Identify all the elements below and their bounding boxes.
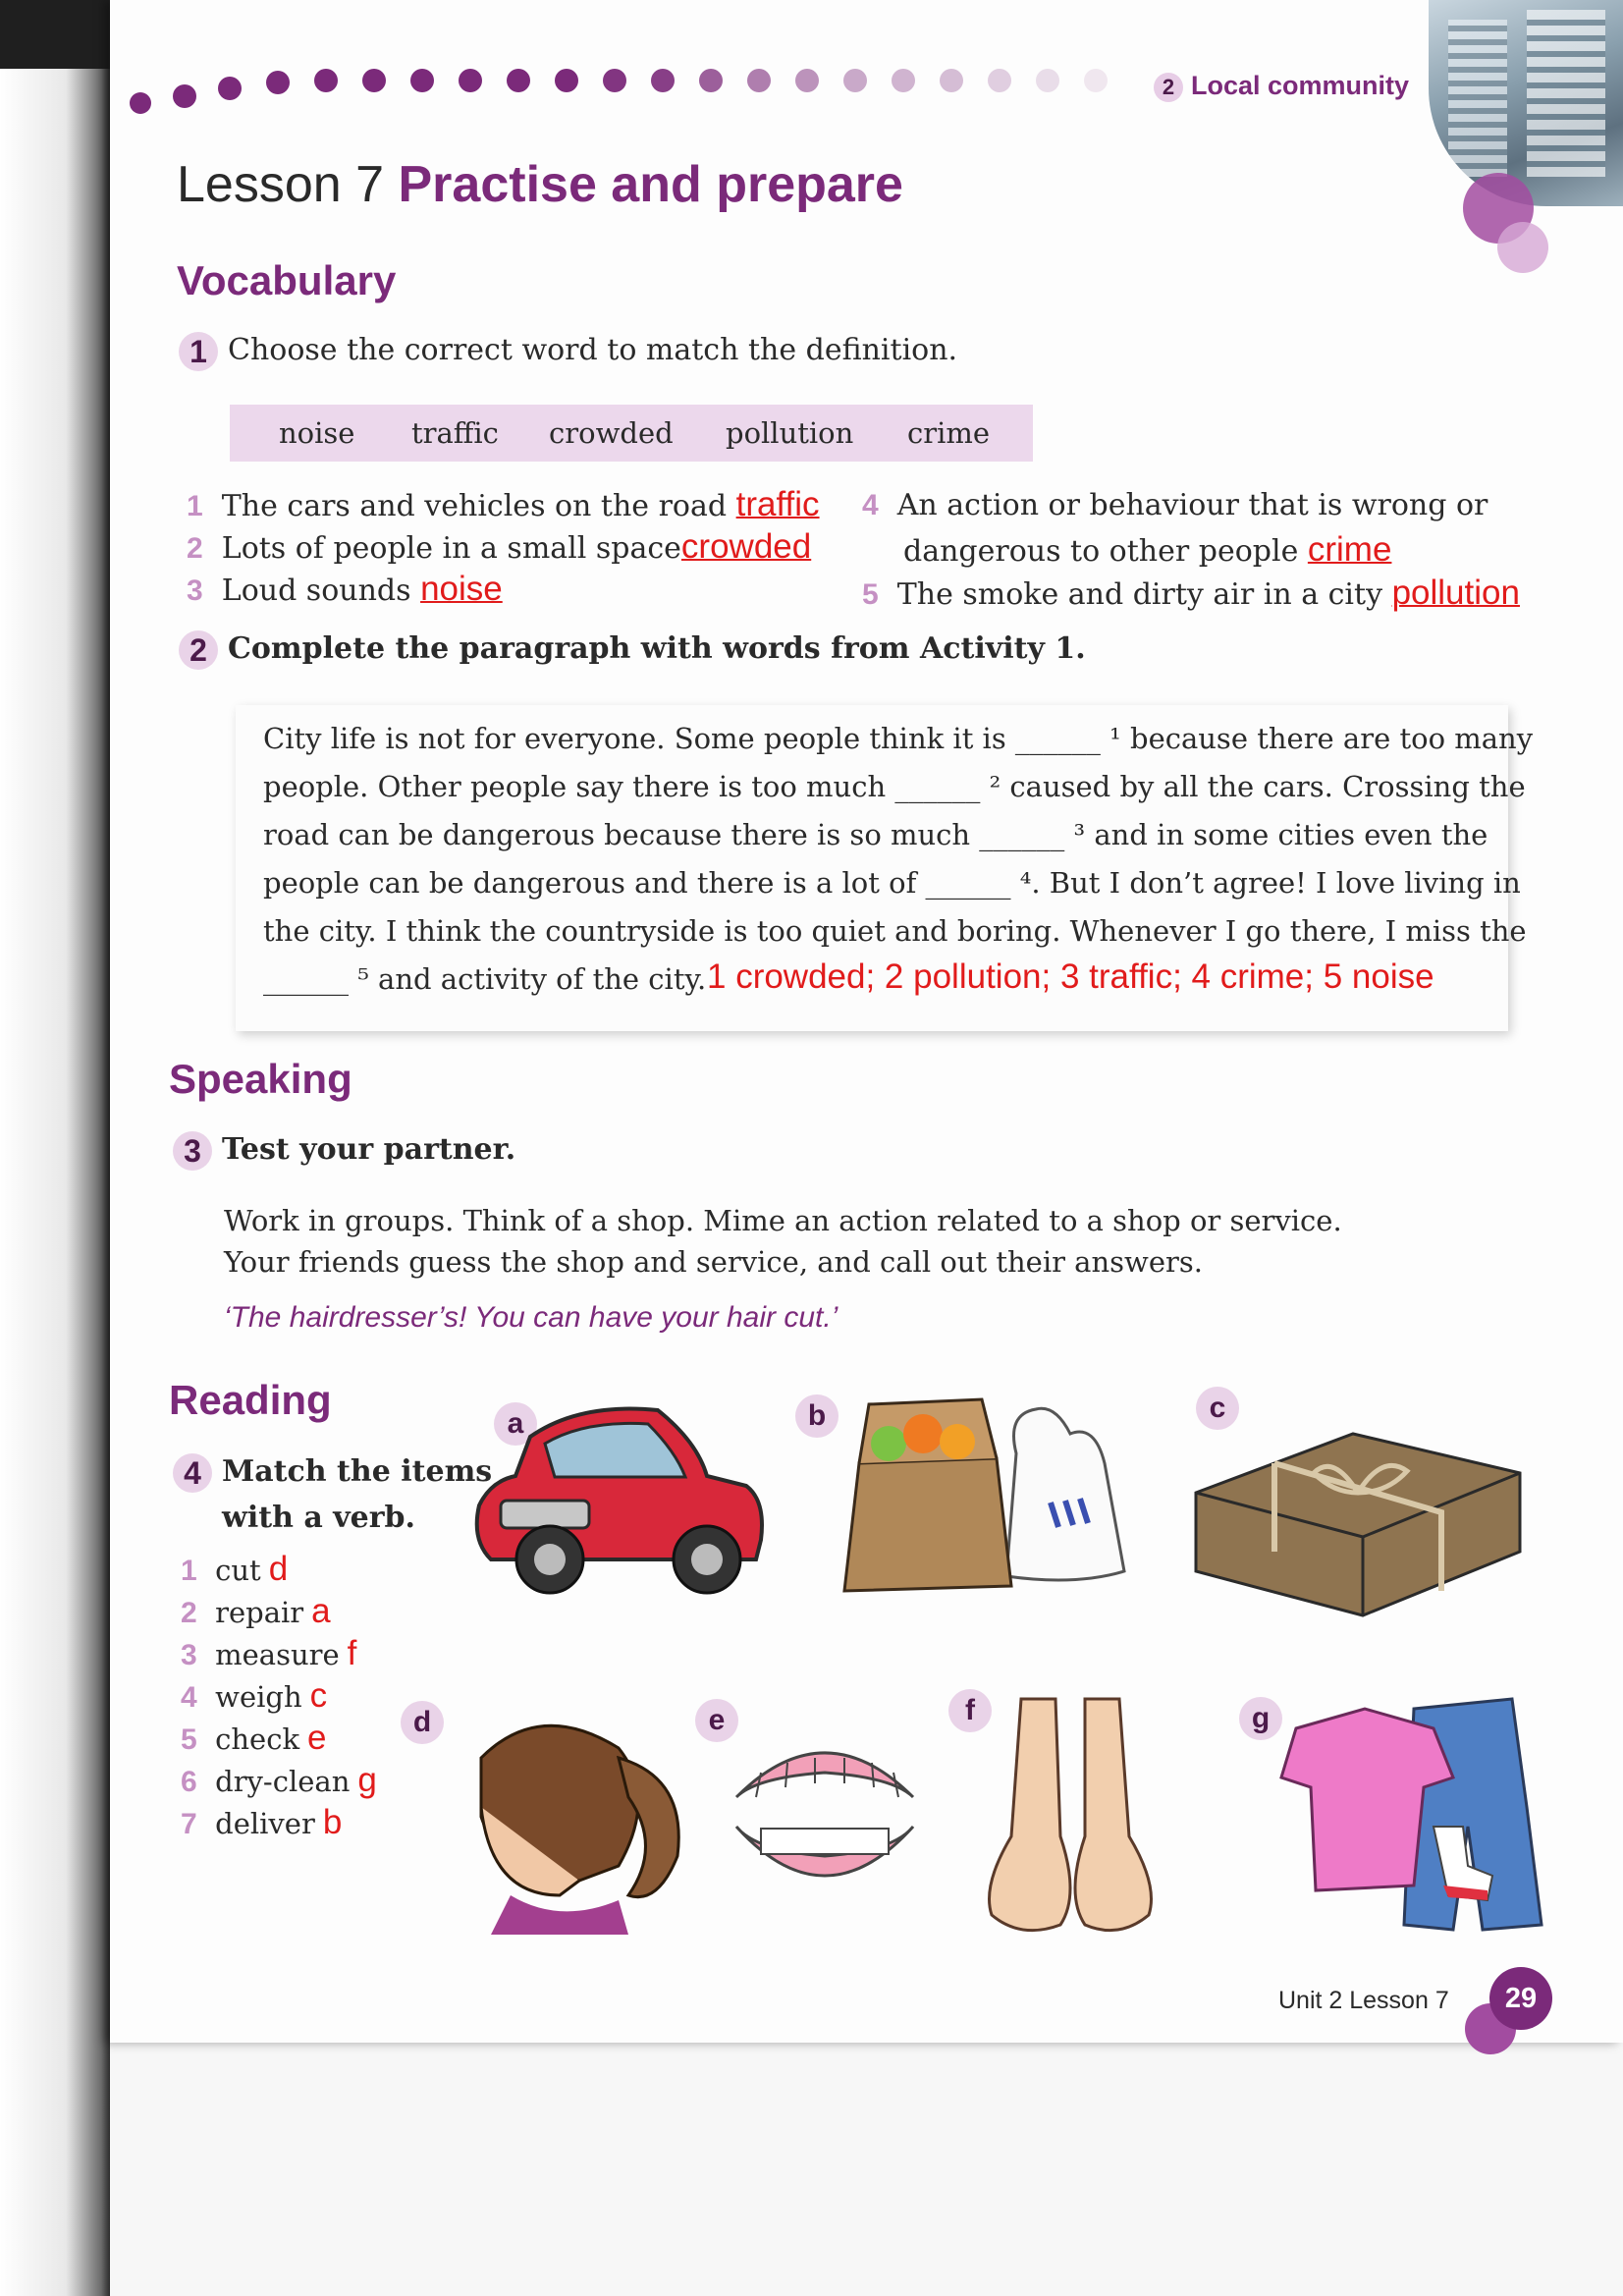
reading-heading: Reading bbox=[169, 1377, 332, 1423]
activity-2-instruction: 2 Complete the paragraph with words from Activity 1. bbox=[179, 630, 1086, 670]
question-item: 5 The smoke and dirty air in a city pollution bbox=[862, 574, 1520, 612]
book-spine bbox=[0, 0, 110, 2296]
shopping-bags-picture bbox=[830, 1375, 1154, 1601]
unit-badge: 2 Local community bbox=[1154, 71, 1409, 102]
verb-item: 5 check e bbox=[181, 1719, 327, 1757]
speaking-text: Work in groups. Think of a shop. Mime an action related to a shop or service. bbox=[224, 1204, 1342, 1237]
teeth-picture bbox=[717, 1719, 933, 1915]
word: pollution bbox=[726, 416, 854, 450]
speaking-example: ‘The hairdresser’s! You can have your hair cut.’ bbox=[224, 1301, 839, 1334]
hair-picture bbox=[422, 1699, 697, 1935]
activity-3-instruction: 3 Test your partner. bbox=[173, 1131, 515, 1171]
paragraph-line: City life is not for everyone. Some people think it is ______ ¹ because there are too many bbox=[263, 722, 1534, 755]
parcel-picture bbox=[1186, 1394, 1530, 1620]
activity-1-instruction: 1 Choose the correct word to match the definition. bbox=[179, 332, 957, 371]
picture-label-d: d bbox=[401, 1701, 444, 1744]
car-picture bbox=[461, 1383, 776, 1609]
activity-4-instruction: 4 Match the items bbox=[173, 1453, 492, 1493]
mall-photo bbox=[1429, 0, 1623, 206]
speaking-text: Your friends guess the shop and service, and call out their answers. bbox=[224, 1245, 1203, 1279]
word: traffic bbox=[411, 416, 499, 450]
picture-label-a: a bbox=[494, 1402, 537, 1446]
paragraph-line: people. Other people say there is too much ______ ² caused by all the cars. Crossing the bbox=[263, 770, 1526, 803]
progress-dots bbox=[130, 59, 1151, 108]
speaking-heading: Speaking bbox=[169, 1056, 352, 1102]
question-item: 3 Loud sounds noise bbox=[187, 570, 503, 608]
paragraph-line: ______ ⁵ and activity of the city. bbox=[263, 962, 707, 996]
decor-circle bbox=[1497, 222, 1548, 273]
question-item-continued: dangerous to other people crime bbox=[903, 530, 1392, 569]
word-box bbox=[230, 405, 1033, 462]
vocabulary-heading: Vocabulary bbox=[177, 257, 397, 303]
feet-picture bbox=[962, 1689, 1178, 1944]
picture-label-e: e bbox=[695, 1699, 738, 1742]
question-item: 1 The cars and vehicles on the road traffic bbox=[187, 485, 820, 523]
verb-item: 7 deliver b bbox=[181, 1803, 343, 1841]
verb-item: 6 dry-clean g bbox=[181, 1761, 377, 1799]
word: crowded bbox=[549, 416, 674, 450]
verb-item: 4 weigh c bbox=[181, 1676, 328, 1715]
paragraph-line: the city. I think the countryside is too quiet and boring. Whenever I go there, I miss the bbox=[263, 914, 1527, 948]
clothes-picture bbox=[1267, 1689, 1551, 1944]
question-item: 2 Lots of people in a small spacecrowded bbox=[187, 527, 812, 566]
word: noise bbox=[279, 416, 355, 450]
picture-label-g: g bbox=[1239, 1697, 1282, 1740]
footer-text: Unit 2 Lesson 7 bbox=[1278, 1987, 1449, 2014]
picture-label-f: f bbox=[948, 1689, 992, 1732]
picture-label-c: c bbox=[1196, 1387, 1239, 1430]
paragraph-line: people can be dangerous and there is a lot of ______ ⁴. But I don’t agree! I love living in bbox=[263, 866, 1521, 900]
word: crime bbox=[907, 416, 991, 450]
page-title: Lesson 7 Practise and prepare bbox=[177, 156, 903, 213]
paragraph-answers: 1 crowded; 2 pollution; 3 traffic; 4 crime; 5 noise bbox=[707, 957, 1434, 996]
verb-item: 3 measure f bbox=[181, 1634, 357, 1672]
verb-item: 1 cut d bbox=[181, 1550, 289, 1588]
question-item: 4 An action or behaviour that is wrong or bbox=[862, 488, 1488, 522]
verb-item: 2 repair a bbox=[181, 1592, 331, 1630]
paragraph-line: road can be dangerous because there is so much ______ ³ and in some cities even the bbox=[263, 818, 1488, 851]
picture-label-b: b bbox=[795, 1394, 839, 1438]
activity-4-instruction-continued: with a verb. bbox=[222, 1501, 415, 1535]
page-number: 29 bbox=[1489, 1967, 1552, 2030]
